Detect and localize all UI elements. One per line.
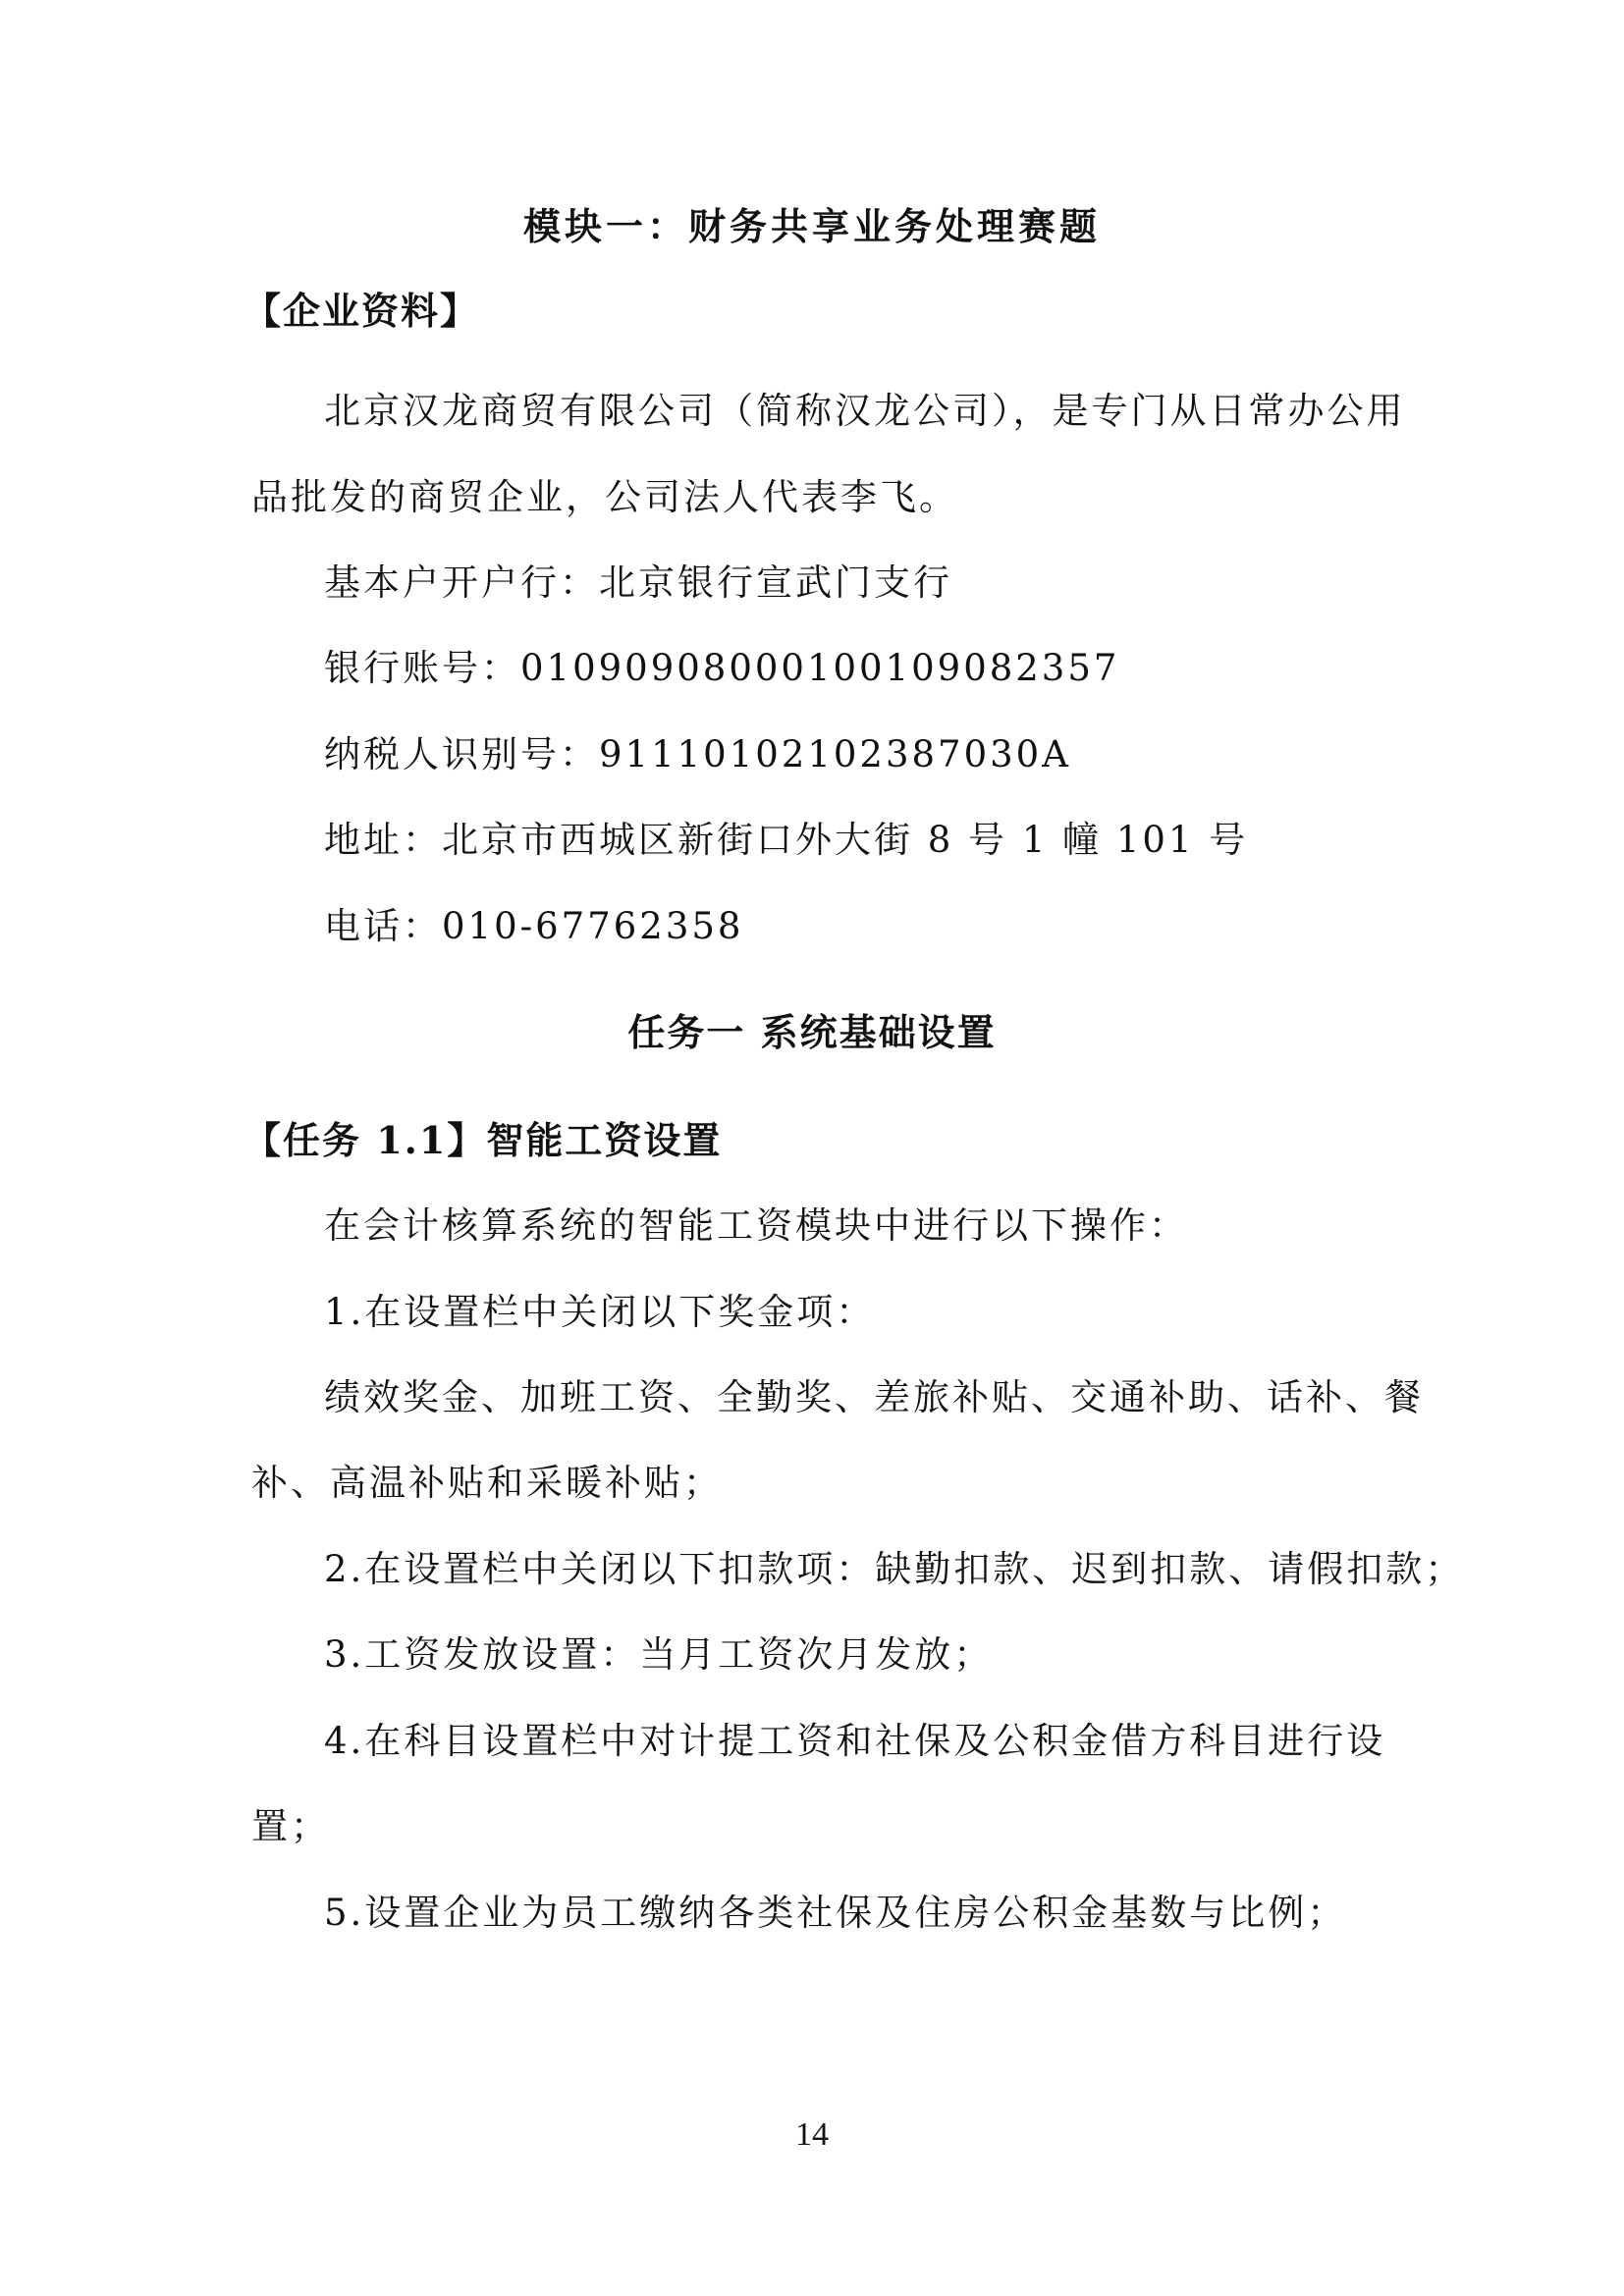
company-intro-line-2: 品批发的商贸企业，公司法人代表李飞。 <box>251 476 958 518</box>
task-intro: 在会计核算系统的智能工资模块中进行以下操作： <box>324 1204 1188 1247</box>
company-phone: 电话：010-67762358 <box>324 905 744 947</box>
company-info-heading: 【企业资料】 <box>244 289 480 333</box>
task-item-3: 3.工资发放设置：当月工资次月发放； <box>324 1633 994 1676</box>
task-item-4-line-2: 置； <box>251 1805 330 1847</box>
company-address: 地址：北京市西城区新街口外大街 8 号 1 幢 101 号 <box>324 819 1249 861</box>
task-item-2: 2.在设置栏中关闭以下扣款项：缺勤扣款、迟到扣款、请假扣款； <box>324 1548 1465 1590</box>
subtask-heading: 【任务 1.1】智能工资设置 <box>244 1118 723 1162</box>
task-item-4-line-1: 4.在科目设置栏中对计提工资和社保及公积金借方科目进行设 <box>324 1720 1386 1762</box>
task-item-1-detail-line-2: 补、高温补贴和采暖补贴； <box>251 1462 723 1504</box>
bank-info: 基本户开户行：北京银行宣武门支行 <box>324 561 952 604</box>
task-item-5: 5.设置企业为员工缴纳各类社保及住房公积金基数与比例； <box>324 1892 1347 1934</box>
company-intro-line-1: 北京汉龙商贸有限公司（简称汉龙公司），是专门从日常办公用 <box>324 390 1406 432</box>
page-number: 14 <box>795 2116 829 2153</box>
tax-id: 纳税人识别号：91110102102387030A <box>324 733 1071 775</box>
document-title: 模块一：财务共享业务处理赛题 <box>522 204 1101 248</box>
task-one-heading: 任务一 系统基础设置 <box>627 1010 997 1054</box>
bank-account: 银行账号：01090908000100109082357 <box>324 647 1120 689</box>
task-item-1-detail-line-1: 绩效奖金、加班工资、全勤奖、差旅补贴、交通补助、话补、餐 <box>324 1376 1424 1418</box>
task-item-1: 1.在设置栏中关闭以下奖金项： <box>324 1291 876 1333</box>
